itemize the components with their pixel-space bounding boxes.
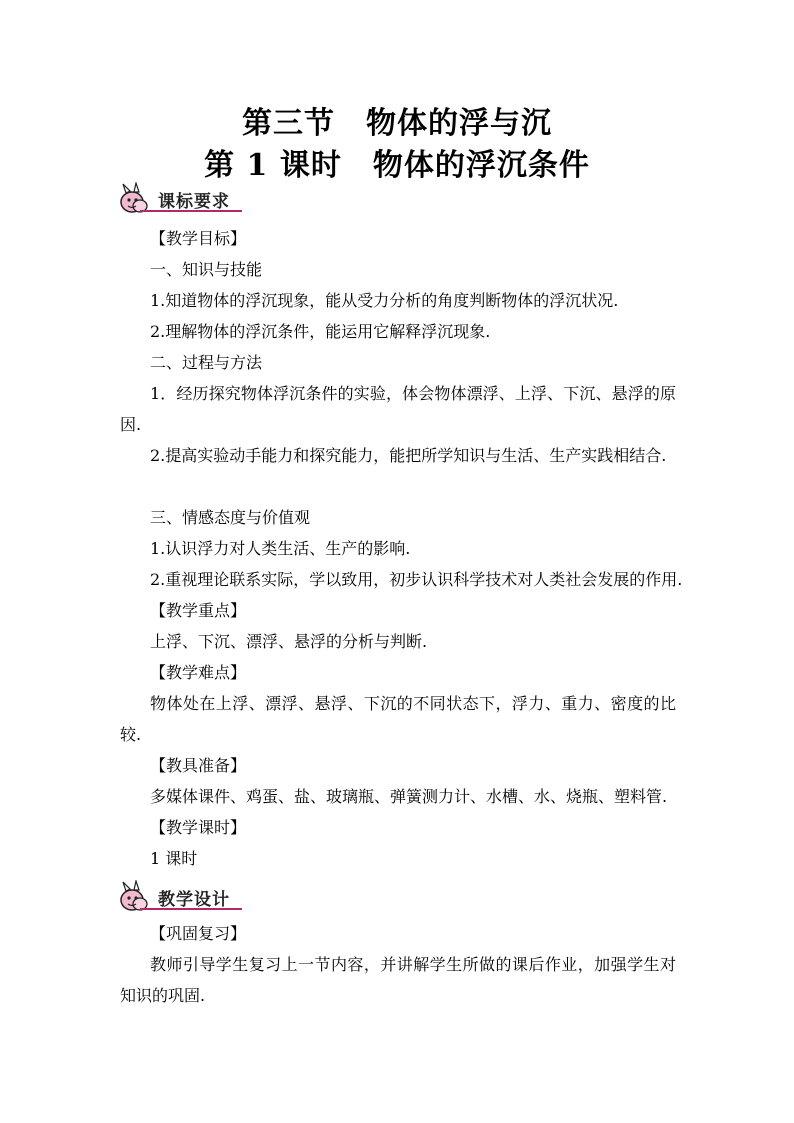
subheading-process: 二、过程与方法 xyxy=(150,353,263,372)
section-title: 第三节 物体的浮与沉 xyxy=(242,106,552,141)
paragraph: 教师引导学生复习上一节内容，并讲解学生所做的课后作业，加强学生对知识的巩固. xyxy=(120,955,676,1005)
list-item: 1.知道物体的浮沉现象，能从受力分析的角度判断物体的浮沉状况. xyxy=(150,291,619,310)
lesson-title: 第 1 课时 物体的浮沉条件 xyxy=(204,148,590,183)
subheading-knowledge: 一、知识与技能 xyxy=(150,260,263,279)
subheading-attitude: 三、情感态度与价值观 xyxy=(150,508,311,527)
list-item: 1.认识浮力对人类生活、生产的影响. xyxy=(150,539,411,558)
heading-review: 【巩固复习】 xyxy=(150,924,247,943)
heading-class-hours: 【教学课时】 xyxy=(150,818,247,837)
heading-key-points: 【教学重点】 xyxy=(150,601,247,620)
list-item: 2.提高实验动手能力和探究能力，能把所学知识与生活、生产实践相结合. xyxy=(150,446,667,465)
list-item: 2.理解物体的浮沉条件，能运用它解释浮沉现象. xyxy=(150,322,491,341)
paragraph: 物体处在上浮、漂浮、悬浮、下沉的不同状态下，浮力、重力、密度的比较. xyxy=(120,694,676,744)
list-item: 1．经历探究物体浮沉条件的实验，体会物体漂浮、上浮、下沉、悬浮的原因. xyxy=(120,384,676,434)
heading-teaching-goals: 【教学目标】 xyxy=(150,229,247,248)
badge-label: 教学设计 xyxy=(158,890,230,910)
list-item: 2.重视理论联系实际，学以致用，初步认识科学技术对人类社会发展的作用. xyxy=(150,570,683,589)
badge-curriculum-requirements xyxy=(118,182,242,216)
heading-materials: 【教具准备】 xyxy=(150,756,247,775)
heading-difficulties: 【教学难点】 xyxy=(150,663,247,682)
badge-teaching-design xyxy=(118,880,242,914)
paragraph: 1 课时 xyxy=(150,849,198,868)
badge-label: 课标要求 xyxy=(158,192,230,212)
paragraph: 多媒体课件、鸡蛋、盐、玻璃瓶、弹簧测力计、水槽、水、烧瓶、塑料管. xyxy=(150,787,668,806)
paragraph: 上浮、下沉、漂浮、悬浮的分析与判断. xyxy=(150,632,428,651)
